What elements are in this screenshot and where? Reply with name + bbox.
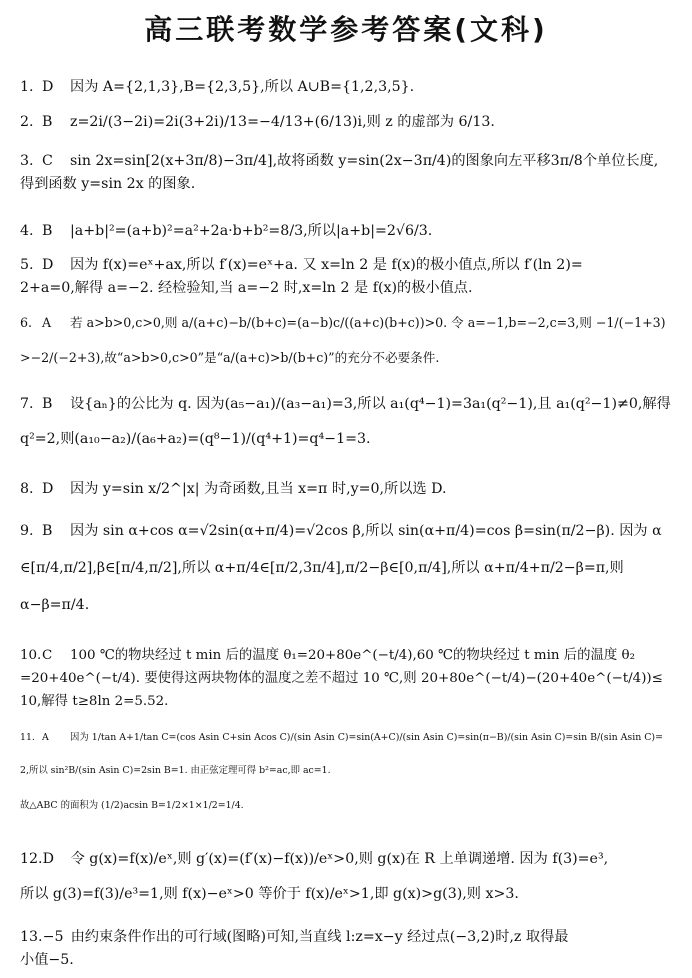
page-title: 高三联考数学参考答案(文科): [144, 13, 548, 46]
answer-5: 5. D 因为 f(x)=eˣ+ax,所以 f′(x)=eˣ+a. 又 x=ln 2 是 f(x)的极小值点,所以 f′(ln 2)= 2+a=0,解得 a=−2. 经检验知,当 a=−2 时,x=ln 2 是 f(x)的极小值点.: [20, 257, 583, 296]
answer-7: 7. B 设{aₙ}的公比为 q. 因为(a₅−a₁)/(a₃−a₁)=3,所以 a₁(q⁴−1)=3a₁(q²−1),且 a₁(q²−1)≠0,解得 q²=2,则(a₁₀−a₂)/(a₆+a₂)=(q⁸−1)/(q⁴+1)=q⁴−1=3.: [20, 396, 671, 447]
answer-13: 13.−5 由约束条件作出的可行域(图略)可知,当直线 l:z=x−y 经过点(−3,2)时,z 取得最 小值−5.: [20, 929, 569, 968]
answer-10: 10.C 100 ℃的物块经过 t min 后的温度 θ₁=20+80e^(−t/4),60 ℃的物块经过 t min 后的温度 θ₂ =20+40e^(−t/4). 要使得这两块物体的温度之差不超过 10 ℃,则 20+80e^(−t/4)−(20+40e^(−t/4))≤ 10,解得 t≥8ln 2=5.52.: [20, 648, 663, 709]
answer-8: 8. D 因为 y=sin x/2^|x| 为奇函数,且当 x=π 时,y=0,所以选 D.: [20, 481, 447, 497]
answer-1: 1. D 因为 A={2,1,3},B={2,3,5},所以 A∪B={1,2,3,5}.: [20, 79, 415, 95]
answer-3: 3. C sin 2x=sin[2(x+3π/8)−3π/4],故将函数 y=sin(2x−3π/4)的图象向左平移3π/8个单位长度, 得到函数 y=sin 2x 的图象.: [20, 153, 659, 192]
answer-9: 9. B 因为 sin α+cos α=√2sin(α+π/4)=√2cos β,所以 sin(α+π/4)=cos β=sin(π/2−β). 因为 α ∈[π/4,π/2],β∈[π/4,π/2],所以 α+π/4∈[π/2,3π/4],π/2−β∈[0,π/4],所以 α+π/4+π/2−β=π,则 α−β=π/4.: [20, 523, 662, 613]
answer-6: 6. A 若 a>b>0,c>0,则 a/(a+c)−b/(b+c)=(a−b)c/((a+c)(b+c))>0. 令 a=−1,b=−2,c=3,则 −1/(−1+3) >−2/(−2+3),故“a>b>0,c>0”是“a/(a+c)>b/(b+c)”的充分不必要条件.: [20, 315, 666, 365]
answer-12: 12.D 令 g(x)=f(x)/eˣ,则 g′(x)=(f′(x)−f(x))/eˣ>0,则 g(x)在 R 上单调递增. 因为 f(3)=e³, 所以 g(3)=f(3)/e³=1,则 f(x)−eˣ>0 等价于 f(x)/eˣ>1,即 g(x)>g(3),则 x>3.: [20, 851, 609, 902]
answer-2: 2. B z=2i/(3−2i)=2i(3+2i)/13=−4/13+(6/13)i,则 z 的虚部为 6/13.: [20, 114, 495, 130]
answer-4: 4. B |a+b|²=(a+b)²=a²+2a·b+b²=8/3,所以|a+b|=2√6/3.: [20, 223, 433, 239]
answer-11: 11. A 因为 1/tan A+1/tan C=(cos Asin C+sin Acos C)/(sin Asin C)=sin(A+C)/(sin Asin C)=sin(π−B)/(sin Asin C)=sin B/(sin Asin C)= 2,所以 sin²B/(sin Asin C)=2sin B=1. 由正弦定理可得 b²=ac,即 ac=1. 故△ABC 的面积为 (1/2)acsin B=1/2×1×1/2=1/4.: [20, 732, 663, 811]
